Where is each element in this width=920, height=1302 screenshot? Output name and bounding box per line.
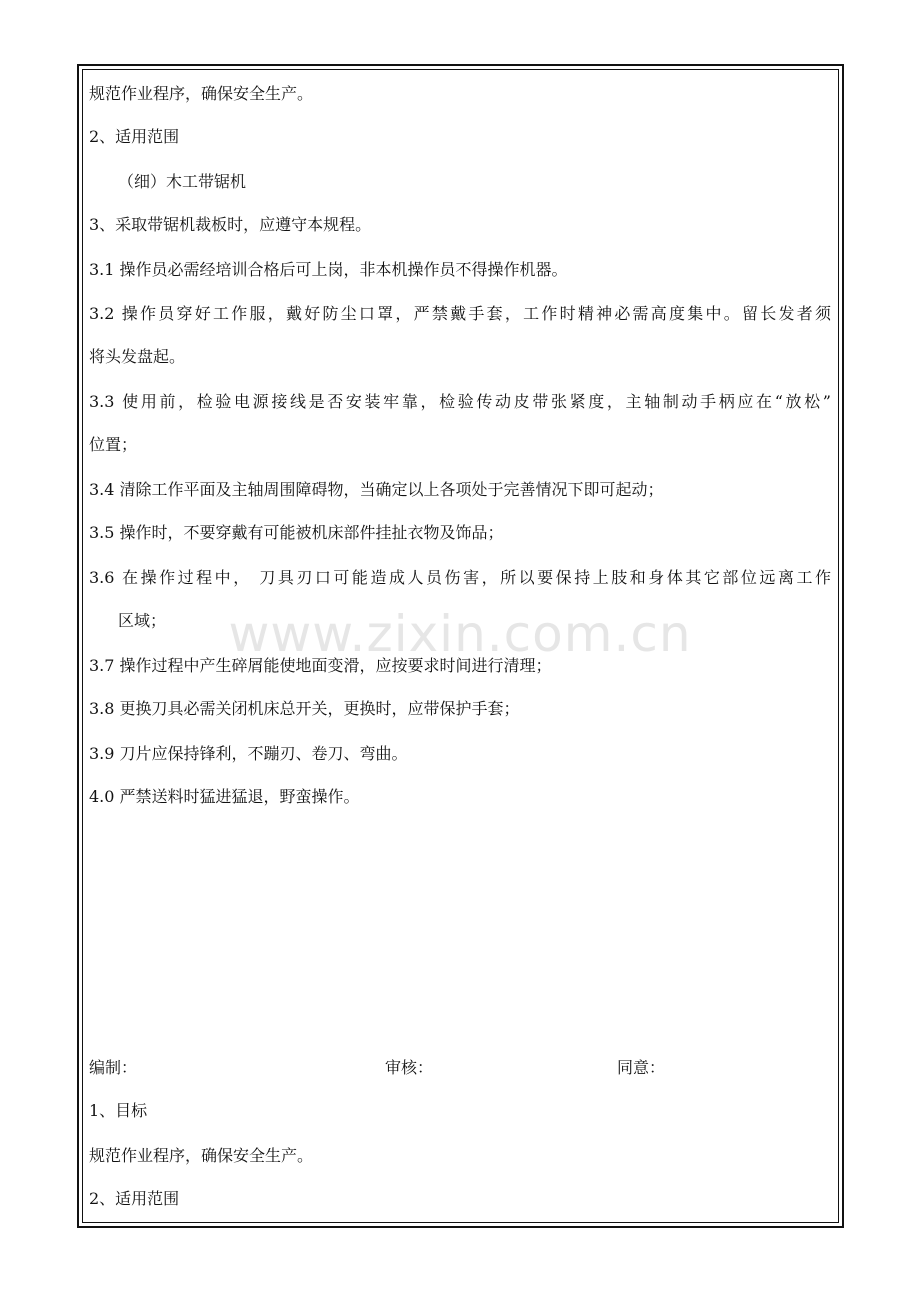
rule-3-7: 3.7 操作过程中产生碎屑能使地面变滑，应按要求时间进行清理； (89, 656, 552, 675)
rule-3-1: 3.1 操作员必需经培训合格后可上岗，非本机操作员不得操作机器。 (89, 260, 568, 279)
rule-heading: 3、采取带锯机裁板时，应遵守本规程。 (89, 215, 372, 234)
purpose-text: 规范作业程序，确保安全生产。 (89, 84, 314, 103)
scope-heading: 2、适用范围 (89, 127, 180, 146)
rule-3-4: 3.4 清除工作平面及主轴周围障碍物，当确定以上各项处于完善情况下即可起动； (89, 480, 664, 499)
rule-3-9: 3.9 刀片应保持锋利，不蹦刃、卷刀、弯曲。 (89, 744, 408, 763)
rule-3-6: 3.6 在操作过程中， 刀具刃口可能造成人员伤害，所以要保持上肢和身体其它部位远离工作 (89, 568, 831, 587)
rule-3-5: 3.5 操作时，不要穿戴有可能被机床部件挂扯衣物及饰品； (89, 523, 504, 542)
rule-3-3: 3.3 使用前，检验电源接线是否安装牢靠，检验传动皮带张紧度，主轴制动手柄应在“放松” (89, 392, 831, 411)
rule-3-3-cont: 位置； (89, 435, 138, 454)
approved-by-label: 同意： (617, 1058, 666, 1077)
rule-3-6-cont: 区域； (118, 611, 167, 630)
compiled-by-label: 编制： (89, 1058, 138, 1077)
rule-4-0: 4.0 严禁送料时猛进猛退，野蛮操作。 (89, 787, 360, 806)
watermark: www.zixin.com.cn (228, 605, 692, 663)
goal-heading: 1、目标 (89, 1101, 148, 1120)
reviewed-by-label: 审核： (385, 1058, 434, 1077)
scope-item: （细）木工带锯机 (118, 172, 247, 191)
goal-text: 规范作业程序，确保安全生产。 (89, 1146, 314, 1165)
rule-3-2: 3.2 操作员穿好工作服，戴好防尘口罩，严禁戴手套，工作时精神必需高度集中。留长发者须 (89, 304, 831, 323)
rule-3-8: 3.8 更换刀具必需关闭机床总开关，更换时，应带保护手套； (89, 699, 520, 718)
rule-3-2-cont: 将头发盘起。 (89, 347, 186, 366)
scope-heading-repeat: 2、适用范围 (89, 1189, 180, 1208)
page-border-inner (82, 69, 839, 1223)
